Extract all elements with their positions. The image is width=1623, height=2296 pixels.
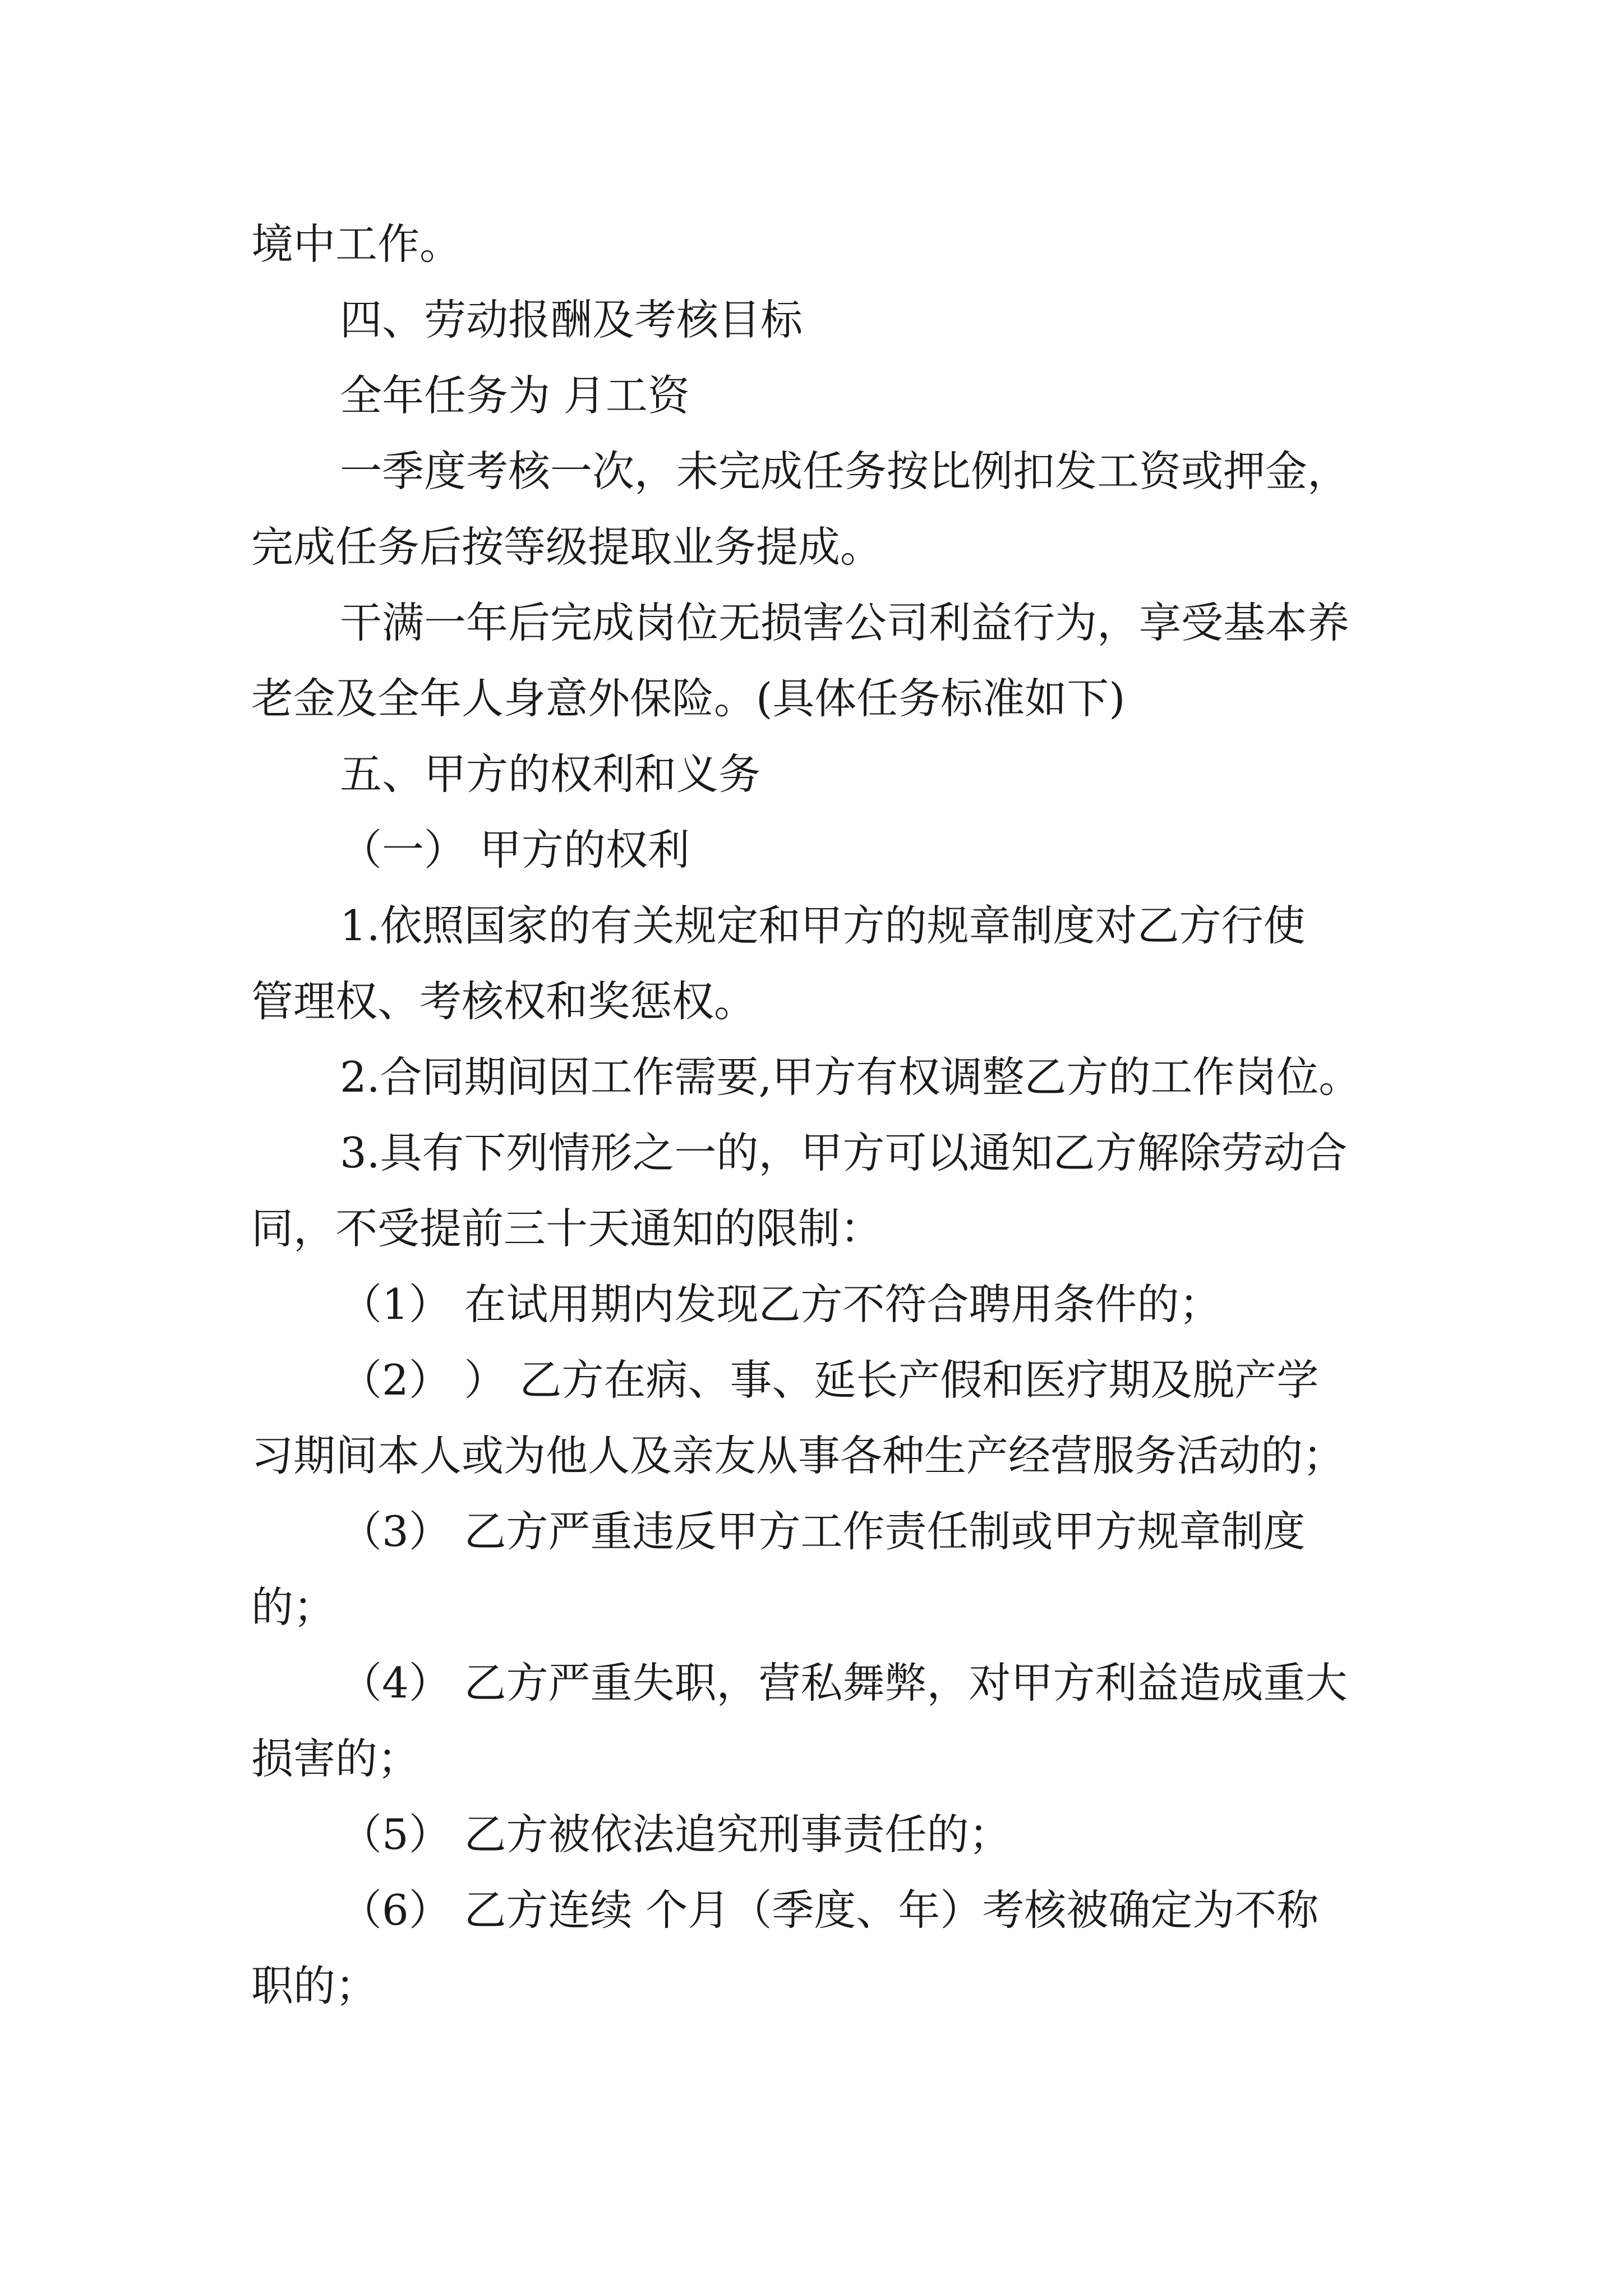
section-heading: 四、劳动报酬及考核目标	[340, 295, 803, 344]
list-item: （5） 乙方被依法追究刑事责任的；	[340, 1810, 1011, 1859]
list-item: 2.合同期间因工作需要,甲方有权调整乙方的工作岗位。	[340, 1052, 1361, 1102]
text-line: 一季度考核一次，未完成任务按比例扣发工资或押金，	[340, 447, 1350, 496]
text-line: 损害的；	[251, 1734, 420, 1783]
text-line: 同，不受提前三十天通知的限制：	[251, 1204, 883, 1253]
text-line: 的；	[251, 1582, 336, 1632]
text-line: 老金及全年人身意外保险。(具体任务标准如下)	[251, 674, 1126, 723]
list-item: 3.具有下列情形之一的，甲方可以通知乙方解除劳动合	[340, 1128, 1348, 1177]
text-line: 习期间本人或为他人及亲友从事各种生产经营服务活动的；	[251, 1431, 1345, 1480]
list-item: （2） ） 乙方在病、事、延长产假和医疗期及脱产学	[340, 1355, 1319, 1405]
section-heading: 五、甲方的权利和义务	[340, 749, 761, 799]
text-line: 干满一年后完成岗位无损害公司利益行为，享受基本养	[340, 598, 1350, 647]
subsection-heading: （一） 甲方的权利	[340, 825, 690, 875]
text-line: 职的；	[251, 1961, 378, 2010]
list-item: （6） 乙方连续 个月（季度、年）考核被确定为不称	[340, 1885, 1319, 1935]
list-item: 1.依照国家的有关规定和甲方的规章制度对乙方行使	[340, 901, 1306, 950]
text-line: 全年任务为 月工资	[340, 371, 690, 420]
text-line: 完成任务后按等级提取业务提成。	[251, 522, 883, 572]
list-item: （1） 在试用期内发现乙方不符合聘用条件的；	[340, 1280, 1221, 1329]
text-line: 境中工作。	[251, 219, 462, 269]
list-item: （3） 乙方严重违反甲方工作责任制或甲方规章制度	[340, 1507, 1306, 1556]
list-item: （4） 乙方严重失职，营私舞弊，对甲方利益造成重大	[340, 1658, 1348, 1708]
text-line: 管理权、考核权和奖惩权。	[251, 977, 757, 1026]
